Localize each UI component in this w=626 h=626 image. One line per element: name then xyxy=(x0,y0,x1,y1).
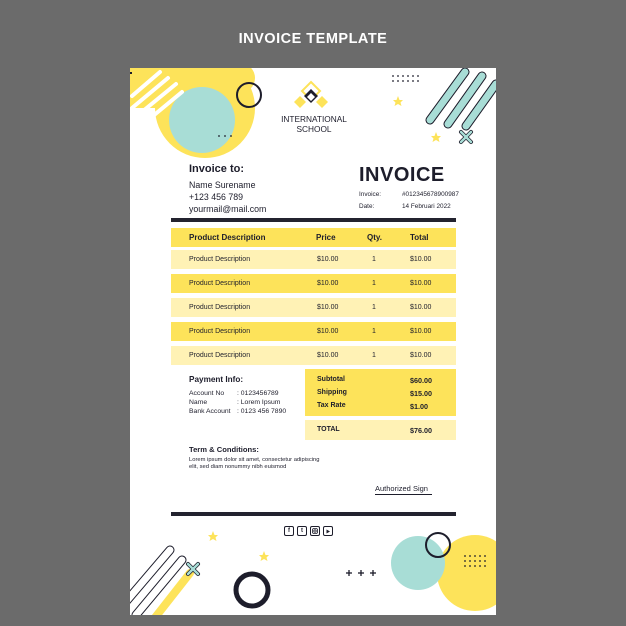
header-description: Product Description xyxy=(189,233,266,242)
school-name xyxy=(264,114,364,134)
row-price: $10.00 xyxy=(317,328,339,335)
row-price: $10.00 xyxy=(317,256,339,263)
row-total: $10.00 xyxy=(410,256,432,263)
instagram-icon[interactable] xyxy=(310,526,320,536)
terms-text-line2: elit, sed diam nonummy nibh euismod xyxy=(189,464,287,470)
invoice-to-email: yourmail@mail.com xyxy=(189,204,267,214)
row-description: Product Description xyxy=(189,280,251,287)
header-rule xyxy=(171,218,456,222)
invoice-number-value: #012345678900987 xyxy=(402,191,459,198)
row-price: $10.00 xyxy=(317,352,339,359)
terms-title: Term & Conditions: xyxy=(189,445,259,454)
invoice-to-phone: +123 456 789 xyxy=(189,192,244,202)
social-icons xyxy=(284,526,333,536)
invoice-to-name: Name Surename xyxy=(189,180,256,190)
row-qty: 1 xyxy=(372,280,376,287)
bank-account-label: Bank Account xyxy=(189,408,231,415)
facebook-icon[interactable]: f xyxy=(284,526,294,536)
shipping-value: $15.00 xyxy=(410,389,432,398)
table-row xyxy=(171,250,456,269)
row-price: $10.00 xyxy=(317,280,339,287)
table-header xyxy=(171,228,456,247)
header-total: Total xyxy=(410,233,429,242)
header-qty: Qty. xyxy=(367,233,382,242)
invoice-to-title: Invoice to: xyxy=(189,163,245,175)
row-qty: 1 xyxy=(372,328,376,335)
account-name-value: : Lorem Ipsum xyxy=(237,399,281,406)
row-total: $10.00 xyxy=(410,328,432,335)
bank-account-value: : 0123 456 7890 xyxy=(237,408,287,415)
table-row xyxy=(171,298,456,317)
account-no-value: : 0123456789 xyxy=(237,390,279,397)
invoice-heading: INVOICE xyxy=(359,164,445,186)
table-row xyxy=(171,346,456,365)
subtotal-value: $60.00 xyxy=(410,376,432,385)
row-description: Product Description xyxy=(189,328,251,335)
page-title: INVOICE TEMPLATE xyxy=(238,31,388,47)
table-row xyxy=(171,274,456,293)
tax-rate-label: Tax Rate xyxy=(317,402,346,409)
row-description: Product Description xyxy=(189,352,251,359)
account-no-label: Account No xyxy=(189,390,225,397)
terms-text-line1: Lorem ipsum dolor sit amet, consectetur adipiscing xyxy=(189,457,320,463)
row-description: Product Description xyxy=(189,256,251,263)
table-row xyxy=(171,322,456,341)
twitter-icon[interactable]: t xyxy=(297,526,307,536)
row-total: $10.00 xyxy=(410,352,432,359)
row-qty: 1 xyxy=(372,352,376,359)
signature-line xyxy=(375,494,432,495)
invoice-sheet xyxy=(130,68,496,615)
row-total: $10.00 xyxy=(410,280,432,287)
youtube-icon[interactable] xyxy=(323,526,333,536)
row-qty: 1 xyxy=(372,256,376,263)
invoice-date-label: Date: xyxy=(359,203,375,210)
school-logo-icon xyxy=(294,82,328,108)
row-total: $10.00 xyxy=(410,304,432,311)
payment-info-title: Payment Info: xyxy=(189,375,244,384)
row-description: Product Description xyxy=(189,304,251,311)
row-price: $10.00 xyxy=(317,304,339,311)
summary-box xyxy=(305,369,456,416)
header-price: Price xyxy=(316,233,336,242)
row-qty: 1 xyxy=(372,304,376,311)
tax-rate-value: $1.00 xyxy=(410,402,428,411)
authorized-sign: Authorized Sign xyxy=(375,484,428,493)
shipping-label: Shipping xyxy=(317,389,347,396)
invoice-date-value: 14 Februari 2022 xyxy=(402,203,451,210)
subtotal-label: Subtotal xyxy=(317,376,345,383)
invoice-number-label: Invoice: xyxy=(359,191,382,198)
account-name-label: Name xyxy=(189,399,208,406)
school-name-line2: SCHOOL xyxy=(296,124,332,134)
school-name-line1: INTERNATIONAL xyxy=(281,114,347,124)
total-label: TOTAL xyxy=(317,426,340,433)
summary-total-box xyxy=(305,420,456,440)
total-value: $76.00 xyxy=(410,426,432,435)
